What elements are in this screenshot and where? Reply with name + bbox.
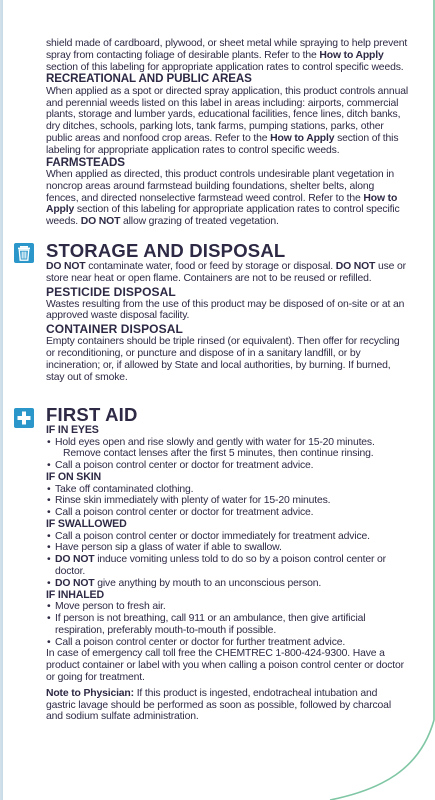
- list-item: • Call a poison control center or doctor for further treatment advice.: [46, 637, 408, 649]
- list-item: • Take off contaminated clothing.: [46, 484, 408, 496]
- skin-list: [46, 484, 408, 519]
- container-disposal-text: Empty containers should be triple rinsed (or equivalent). Then offer for recycling or reconditioning, or puncture and dispose of in a sanitary landfill, or by incineration; or, if allowed by State and local authorities, by burning. If burned, stay out of smoke.: [46, 336, 400, 383]
- list-item: • DO NOT give anything by mouth to an unconscious person.: [46, 578, 408, 590]
- inhaled-list: [46, 601, 408, 648]
- eyes-list: [46, 437, 408, 472]
- container-disposal-heading: CONTAINER DISPOSAL: [46, 322, 183, 337]
- list-item: • If person is not breathing, call 911 or an ambulance, then give artificial respiration, preferably mouth-to-mouth if possible.: [46, 613, 408, 637]
- list-item: • Move person to fresh air.: [46, 601, 408, 613]
- list-item: • DO NOT induce vomiting unless told to do so by a poison control center or doctor.: [46, 554, 408, 578]
- medical-cross-icon: [14, 408, 34, 428]
- storage-title: STORAGE AND DISPOSAL: [46, 240, 286, 261]
- emergency-paragraph: In case of emergency call toll free the CHEMTREC 1-800-424-9300. Have a product container or label with you when calling a poison control center or doctor or going for treatment.: [46, 648, 404, 683]
- farmsteads-paragraph: When applied as directed, this product controls undesirable plant vegetation in noncrop areas around farmstead building foundations, shelter belts, along fences, and directed nonselective farmstead weed control. Refer to the How to Apply section of this labeling for appropriate application rates to control specific weeds. DO NOT allow grazing of treated vegetation.: [46, 168, 400, 228]
- trash-can-icon: [14, 243, 34, 263]
- pesticide-disposal-heading: PESTICIDE DISPOSAL: [46, 284, 176, 299]
- shield-paragraph: shield made of cardboard, plywood, or sheet metal while spraying to help prevent spray from contacting foliage of desirable plants. Refer to the How to Apply section of this labeling for appropriate application rates to control specific weeds.: [46, 38, 408, 73]
- list-item-continuation: Remove contact lenses after the first 5 minutes, then continue rinsing.: [63, 448, 374, 460]
- list-item: • Call a poison control center or doctor for treatment advice.: [46, 460, 408, 472]
- first-aid-title: FIRST AID: [46, 404, 138, 425]
- list-item: • Have person sip a glass of water if able to swallow.: [46, 542, 408, 554]
- recreational-paragraph: When applied as a spot or directed spray application, this product controls annual and perennial weeds listed on this label in areas including: airports, commercial plants, storage and lumber yards, educational facilities, fence lines, ditch banks, dry ditches, schools, parking lots, tank farms, pumping stations, parks, other public areas and nonfood crop areas. Refer to the How to Apply section of this labeling for appropriate application rates to control specific weeds.: [46, 85, 408, 156]
- use-areas-block: [46, 38, 408, 228]
- recreational-heading: RECREATIONAL AND PUBLIC AREAS: [46, 72, 252, 86]
- swallowed-list: [46, 531, 408, 590]
- list-item: • Hold eyes open and rise slowly and gently with water for 15-20 minutes.: [46, 437, 408, 449]
- storage-paragraph: DO NOT contaminate water, food or feed by storage or disposal. DO NOT use or store near heat or open flame. Containers are not to be reused or refilled.: [46, 261, 406, 284]
- list-item: • Call a poison control center or doctor immediately for treatment advice.: [46, 531, 408, 543]
- first-aid-section: [46, 405, 408, 723]
- storage-section: [46, 241, 408, 383]
- skin-heading: IF ON SKIN: [46, 470, 102, 483]
- eyes-heading: IF IN EYES: [46, 424, 99, 436]
- pesticide-disposal-text: Wastes resulting from the use of this product may be disposed of on-site or at an approved waste disposal facility.: [46, 298, 405, 322]
- list-item: • Call a poison control center or doctor for treatment advice.: [46, 507, 408, 519]
- swallowed-heading: IF SWALLOWED: [46, 517, 127, 530]
- farmsteads-heading: FARMSTEADS: [46, 155, 125, 169]
- list-item: • Rinse skin immediately with plenty of water for 15-20 minutes.: [46, 495, 408, 507]
- physician-note: Note to Physician: If this product is ingested, endotracheal intubation and gastric lavage should be performed as soon as possible, followed by charcoal and sodium sulfate administration.: [46, 687, 391, 723]
- inhaled-heading: IF INHALED: [46, 588, 104, 601]
